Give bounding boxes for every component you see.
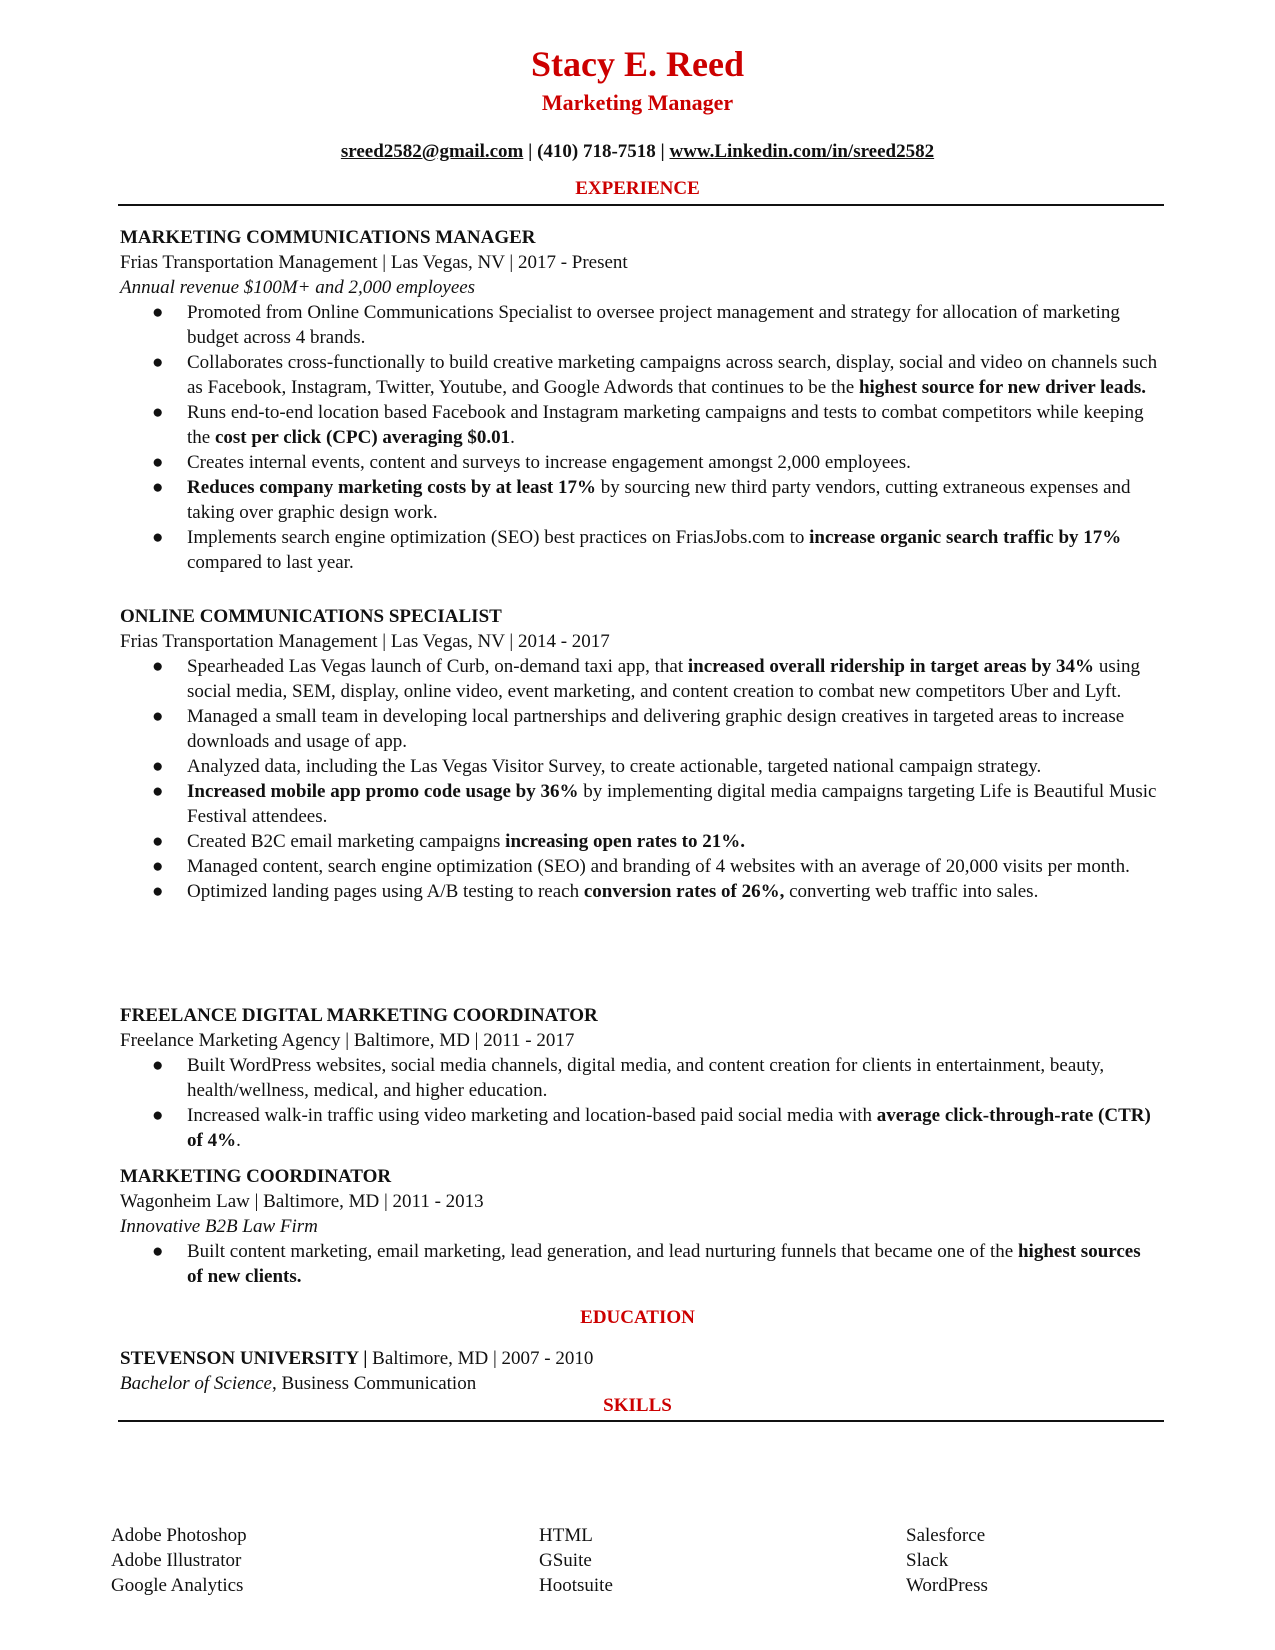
bullet-highlight: Increased mobile app promo code usage by 36% [187,781,579,802]
phone-number: (410) 718-7518 [537,141,656,162]
bullet-icon: ● [152,856,164,877]
skill-item: Hootsuite [539,1575,613,1596]
job-entry [120,604,1160,904]
bullet-icon: ● [152,1105,164,1126]
job-meta: Wagonheim Law | Baltimore, MD | 2011 - 2013 [120,1191,484,1212]
education-entry [120,1346,1160,1396]
bullet-highlight: highest source for new driver leads. [858,377,1147,398]
bullet-list [120,654,1160,904]
contact-separator: | [528,141,533,162]
bullet-icon: ● [152,352,164,373]
bullet-item [120,1103,1160,1153]
bullet-item [120,525,1160,575]
bullet-text: Managed a small team in developing local partnerships and delivering graphic design creatives in targeted areas to increase downloads and usage of app. [187,706,1125,752]
bullet-list [120,1239,1160,1289]
section-heading-skills: SKILLS [603,1395,672,1416]
bullet-text: Collaborates cross-functionally to build creative marketing campaigns across search, display, social and video on channels such as Facebook, Instagram, Twitter, Youtube, and Google Adwords that continues to be the [187,352,1158,398]
bullet-highlight: highest sources of new clients. [187,1241,1141,1287]
bullet-icon: ● [152,831,164,852]
job-entry [120,1164,1160,1289]
bullet-highlight: increase organic search traffic by 17% [809,527,1122,548]
bullet-text: by implementing digital media campaigns targeting Life is Beautiful Music Festival attendees. [187,781,1157,827]
job-note: Annual revenue $100M+ and 2,000 employees [120,277,476,298]
bullet-item [120,754,1160,779]
job-meta: Frias Transportation Management | Las Vegas, NV | 2017 - Present [120,252,628,273]
bullet-icon: ● [152,527,164,548]
bullet-item [120,1053,1160,1103]
job-entry [120,225,1160,575]
skills-column [539,1523,613,1598]
skill-item: Slack [906,1550,949,1571]
skill-item: Adobe Photoshop [111,1525,247,1546]
contact-line [0,140,1275,164]
bullet-text: Managed content, search engine optimization (SEO) and branding of 4 websites with an average of 20,000 visits per month. [187,856,1130,877]
job-title: FREELANCE DIGITAL MARKETING COORDINATOR [120,1005,598,1026]
bullet-text: Increased walk-in traffic using video marketing and location-based paid social media with [187,1105,877,1126]
bullet-item [120,400,1160,450]
bullet-item [120,1239,1160,1289]
candidate-name: Stacy E. Reed [531,44,744,84]
bullet-highlight: Reduces company marketing costs by at least 17% [187,477,597,498]
bullet-item [120,704,1160,754]
job-note: Innovative B2B Law Firm [120,1216,318,1237]
job-title: MARKETING COMMUNICATIONS MANAGER [120,227,536,248]
bullet-icon: ● [152,402,164,423]
bullet-text: using social media, SEM, display, online video, event marketing, and content creation to combat new competitors Uber and Lyft. [187,656,1140,702]
bullet-highlight: average click-through-rate (CTR) of 4% [187,1105,1151,1151]
bullet-list [120,1053,1160,1153]
job-title: ONLINE COMMUNICATIONS SPECIALIST [120,606,502,627]
bullet-item [120,854,1160,879]
bullet-icon: ● [152,452,164,473]
bullet-item [120,300,1160,350]
skills-column [111,1523,247,1598]
bullet-icon: ● [152,1241,164,1262]
bullet-icon: ● [152,706,164,727]
section-heading-education: EDUCATION [580,1307,695,1328]
bullet-icon: ● [152,1055,164,1076]
bullet-text: converting web traffic into sales. [784,881,1039,902]
bullet-item [120,879,1160,904]
bullet-text: Analyzed data, including the Las Vegas Visitor Survey, to create actionable, targeted national campaign strategy. [187,756,1042,777]
job-meta: Freelance Marketing Agency | Baltimore, MD | 2011 - 2017 [120,1030,575,1051]
skill-item: GSuite [539,1550,592,1571]
section-divider [118,1420,1164,1422]
bullet-icon: ● [152,477,164,498]
bullet-text: Creates internal events, content and surveys to increase engagement amongst 2,000 employees. [187,452,911,473]
bullet-text: compared to last year. [187,552,354,573]
job-meta: Frias Transportation Management | Las Vegas, NV | 2014 - 2017 [120,631,610,652]
bullet-item [120,450,1160,475]
bullet-icon: ● [152,781,164,802]
bullet-highlight: increased overall ridership in target areas by 34% [687,656,1095,677]
job-title: MARKETING COORDINATOR [120,1166,392,1187]
school-name: STEVENSON UNIVERSITY | [120,1348,368,1369]
bullet-text: . [510,427,515,448]
bullet-highlight: increasing open rates to 21%. [505,831,745,852]
bullet-text: Spearheaded Las Vegas launch of Curb, on-demand taxi app, that [187,656,688,677]
education-degree-line [120,1371,1160,1396]
degree-name: Bachelor of Science [120,1373,272,1394]
bullet-icon: ● [152,756,164,777]
section-divider [118,204,1164,206]
degree-field: , Business Communication [271,1373,477,1394]
bullet-item [120,779,1160,829]
contact-separator: | [660,141,665,162]
bullet-text: Runs end-to-end location based Facebook and Instagram marketing campaigns and tests to combat competitors while keeping the [187,402,1144,448]
bullet-list [120,300,1160,575]
job-entry [120,1003,1160,1153]
skill-item: Google Analytics [111,1575,244,1596]
skill-item: WordPress [906,1575,988,1596]
bullet-text: Optimized landing pages using A/B testing to reach [187,881,584,902]
email-link[interactable]: sreed2582@gmail.com [340,141,524,162]
bullet-icon: ● [152,302,164,323]
bullet-text: Promoted from Online Communications Specialist to oversee project management and strategy for allocation of marketing budget across 4 brands. [187,302,1120,348]
bullet-text: Implements search engine optimization (SEO) best practices on FriasJobs.com to [187,527,810,548]
section-heading-experience: EXPERIENCE [575,178,700,199]
bullet-text: by sourcing new third party vendors, cutting extraneous expenses and taking over graphic design work. [187,477,1131,523]
education-meta: Baltimore, MD | 2007 - 2010 [367,1348,594,1369]
bullet-text: Built WordPress websites, social media channels, digital media, and content creation for clients in entertainment, beauty, health/wellness, medical, and higher education. [187,1055,1105,1101]
bullet-icon: ● [152,656,164,677]
bullet-icon: ● [152,881,164,902]
bullet-item [120,654,1160,704]
bullet-highlight: cost per click (CPC) averaging $0.01 [214,427,511,448]
skill-item: Salesforce [906,1525,986,1546]
bullet-text: . [236,1130,241,1151]
bullet-text: Built content marketing, email marketing, lead generation, and lead nurturing funnels that became one of the [187,1241,1018,1262]
bullet-item [120,350,1160,400]
skills-column [906,1523,988,1598]
bullet-item [120,475,1160,525]
skill-item: Adobe Illustrator [111,1550,242,1571]
bullet-text: Created B2C email marketing campaigns [187,831,506,852]
skill-item: HTML [539,1525,593,1546]
bullet-highlight: conversion rates of 26%, [583,881,785,902]
linkedin-link[interactable]: www.Linkedin.com/in/sreed2582 [669,141,935,162]
bullet-item [120,829,1160,854]
education-school-line [120,1346,1160,1371]
candidate-title: Marketing Manager [541,90,734,115]
